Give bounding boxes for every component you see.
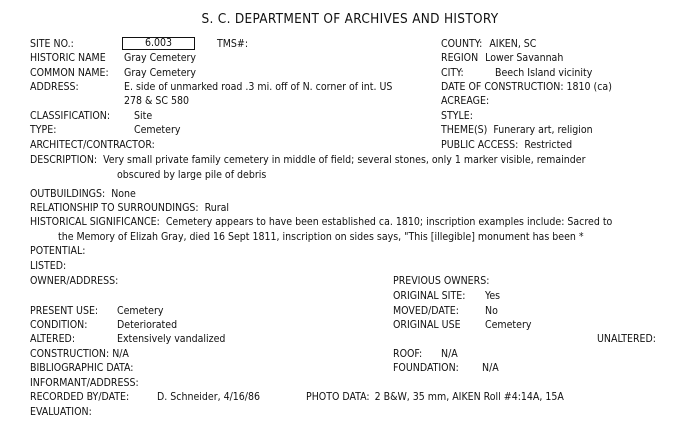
acreage-label: ACREAGE:	[441, 95, 490, 107]
style-label: STYLE:	[441, 110, 473, 122]
present-use-label: PRESENT USE:	[30, 305, 99, 317]
type-label: TYPE:	[30, 124, 57, 136]
historic-name-value: Gray Cemetery	[124, 52, 196, 64]
architect-field	[30, 139, 155, 151]
bibliographic-label: BIBLIOGRAPHIC DATA:	[30, 362, 134, 374]
site-no-row	[30, 38, 74, 50]
architect-label: ARCHITECT/CONTRACTOR:	[30, 139, 155, 151]
unaltered-label: UNALTERED:	[597, 333, 656, 345]
site-no-label: SITE NO.:	[30, 38, 74, 50]
description-line-1: Very small private family cemetery in middle of field; several stones, only 1 marker visible, remainder	[103, 154, 586, 166]
historical-significance-line-2: the Memory of Elizah Gray, died 16 Sept 1811, inscription on sides says, "This [illegible] monument has been *	[58, 231, 584, 243]
bibliographic-field	[30, 362, 133, 374]
themes-label: THEME(S)	[441, 124, 488, 136]
date-of-construction-field	[441, 81, 612, 93]
city-value: Beech Island vicinity	[495, 67, 593, 79]
original-site-value: Yes	[485, 290, 501, 302]
evaluation-label: EVALUATION:	[30, 406, 92, 418]
relationship-field	[30, 202, 229, 214]
common-name-value: Gray Cemetery	[124, 67, 196, 79]
common-name-label: COMMON NAME:	[30, 67, 109, 79]
potential-label: POTENTIAL:	[30, 245, 86, 257]
present-use-value: Cemetery	[117, 305, 164, 317]
informant-label: INFORMANT/ADDRESS:	[30, 377, 139, 389]
listed-label: LISTED:	[30, 260, 67, 272]
photo-data-field	[306, 391, 564, 403]
foundation-label: FOUNDATION:	[393, 362, 459, 374]
altered-label: ALTERED:	[30, 333, 75, 345]
altered-value: Extensively vandalized	[117, 333, 226, 345]
relationship-label: RELATIONSHIP TO SURROUNDINGS:	[30, 202, 199, 214]
description-line-2: obscured by large pile of debris	[117, 169, 267, 181]
style-field	[441, 110, 473, 122]
region-label: REGION	[441, 52, 479, 64]
historical-significance-label: HISTORICAL SIGNIFICANCE:	[30, 216, 160, 228]
potential-field	[30, 245, 85, 257]
classification-value: Site	[134, 110, 153, 122]
themes-field	[441, 124, 593, 136]
relationship-value: Rural	[204, 202, 229, 214]
recorded-by-value: D. Schneider, 4/16/86	[157, 391, 260, 403]
historic-name-label: HISTORIC NAME	[30, 52, 106, 64]
county-label: COUNTY:	[441, 38, 483, 50]
description-label: DESCRIPTION:	[30, 154, 98, 166]
foundation-value: N/A	[482, 362, 499, 374]
original-use-value: Cemetery	[485, 319, 532, 331]
original-site-label: ORIGINAL SITE:	[393, 290, 466, 302]
photo-data-value: 2 B&W, 35 mm, AIKEN Roll #4:14A, 15A	[374, 391, 564, 403]
acreage-field	[441, 95, 489, 107]
region-value: Lower Savannah	[485, 52, 564, 64]
tms-label: TMS#:	[217, 38, 249, 50]
description-field	[30, 154, 585, 166]
moved-date-value: No	[485, 305, 498, 317]
owner-field	[30, 275, 118, 287]
construction-field	[30, 348, 129, 360]
site-no-box	[122, 37, 195, 50]
roof-value: N/A	[441, 348, 458, 360]
public-access-value: Restricted	[524, 139, 573, 151]
address-line-2: 278 & SC 580	[124, 95, 190, 107]
region-field	[441, 52, 563, 64]
owner-label: OWNER/ADDRESS:	[30, 275, 119, 287]
original-use-label: ORIGINAL USE	[393, 319, 461, 331]
type-value: Cemetery	[134, 124, 181, 136]
public-access-label: PUBLIC ACCESS:	[441, 139, 519, 151]
historical-significance-line-1: Cemetery appears to have been established ca. 1810; inscription examples include: Sacred to	[165, 216, 613, 228]
address-line-1: E. side of unmarked road .3 mi. off of N. corner of int. US	[124, 81, 393, 93]
page-title: S. C. DEPARTMENT OF ARCHIVES AND HISTORY	[201, 11, 499, 27]
site-no-value: 6.003	[122, 37, 195, 50]
county-value: AIKEN, SC	[489, 38, 537, 50]
classification-label: CLASSIFICATION:	[30, 110, 111, 122]
outbuildings-label: OUTBUILDINGS:	[30, 188, 106, 200]
date-of-construction-label: DATE OF CONSTRUCTION:	[441, 81, 564, 93]
city-label: CITY:	[441, 67, 464, 79]
date-of-construction-value: 1810 (ca)	[566, 81, 612, 93]
moved-date-label: MOVED/DATE:	[393, 305, 459, 317]
historical-significance-field	[30, 216, 612, 228]
tms-field	[217, 38, 248, 50]
public-access-field	[441, 139, 572, 151]
address-label: ADDRESS:	[30, 81, 79, 93]
roof-label: ROOF:	[393, 348, 423, 360]
recorded-by-label: RECORDED BY/DATE:	[30, 391, 130, 403]
outbuildings-value: None	[111, 188, 136, 200]
county-field	[441, 38, 536, 50]
photo-data-label: PHOTO DATA:	[306, 391, 370, 403]
informant-field	[30, 377, 139, 389]
condition-value: Deteriorated	[117, 319, 178, 331]
outbuildings-field	[30, 188, 136, 200]
construction-label: CONSTRUCTION:	[30, 348, 110, 360]
listed-field	[30, 260, 66, 272]
construction-value: N/A	[112, 348, 129, 360]
unaltered-field	[597, 333, 656, 345]
condition-label: CONDITION:	[30, 319, 88, 331]
previous-owners-label: PREVIOUS OWNERS:	[393, 275, 490, 287]
themes-value: Funerary art, religion	[493, 124, 593, 136]
evaluation-field	[30, 406, 92, 418]
previous-owners-field	[393, 275, 489, 287]
historic-name-field	[30, 52, 106, 64]
